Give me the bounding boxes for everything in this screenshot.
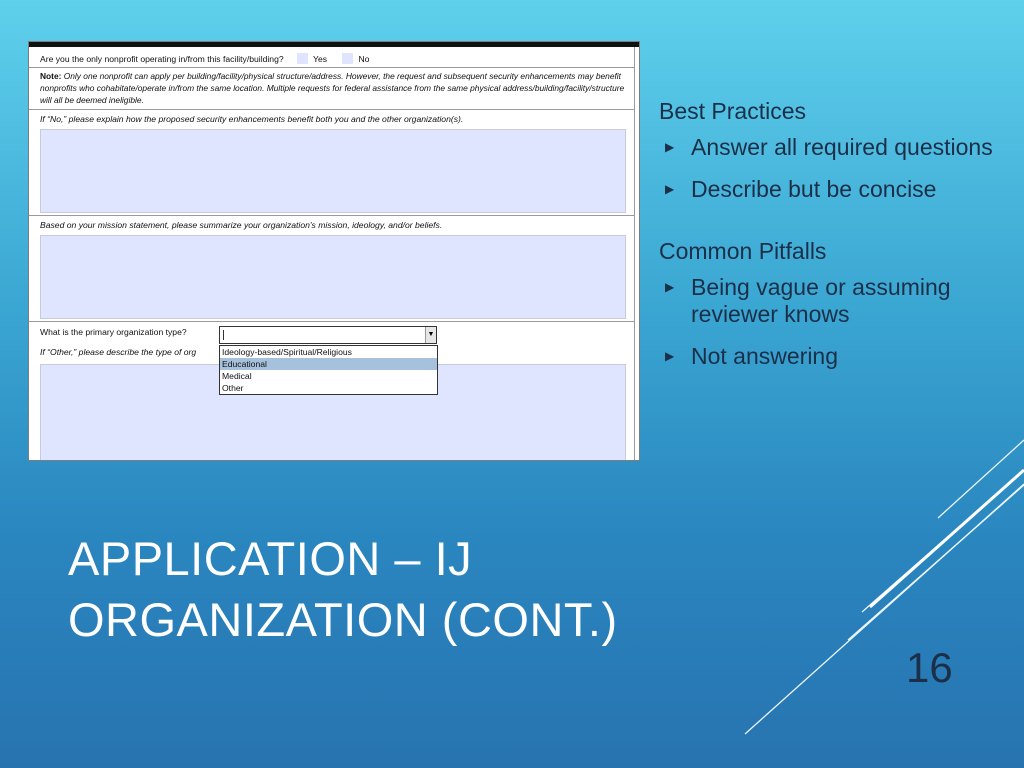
dropdown-option-selected[interactable]: Educational — [220, 358, 437, 370]
mission-textarea[interactable] — [40, 235, 626, 319]
slide-title-line-1: APPLICATION – IJ — [68, 532, 473, 585]
note-label: Note: — [40, 71, 62, 81]
text-cursor — [223, 330, 224, 340]
explain-textarea[interactable] — [40, 129, 626, 213]
triangle-bullet-icon: ▶ — [665, 140, 675, 154]
list-item-text: Not answering — [691, 343, 839, 369]
mission-question: Based on your mission statement, please summarize your organization's mission, ideology, and/or beliefs. — [40, 220, 443, 230]
list-item-text: Answer all required questions — [691, 134, 993, 160]
no-checkbox[interactable] — [342, 53, 353, 64]
list-item — [659, 343, 1009, 370]
explain-row — [29, 109, 634, 216]
dropdown-option[interactable]: Medical — [222, 371, 252, 381]
explain-question: If “No,” please explain how the proposed security enhancements benefit both you and the other organization(s). — [40, 114, 464, 124]
best-practices-list — [659, 134, 1009, 203]
common-pitfalls-list — [659, 274, 1009, 370]
list-item — [659, 274, 1009, 328]
note-text: Only one nonprofit can apply per building/facility/physical structure/address. However, the request and subsequent security enhancements may benefit nonprofits who cohabitate/operate in/from the same location. Multiple requests for federal assistance from the same physical address/building/facility/structure will all be deemed ineligible. — [40, 71, 625, 105]
list-item — [659, 176, 1009, 203]
slide-title — [68, 528, 828, 650]
triangle-bullet-icon: ▶ — [665, 349, 675, 363]
list-item-text: Being vague or assuming reviewer knows — [691, 274, 951, 327]
mission-row — [29, 215, 634, 322]
page-number: 16 — [906, 644, 953, 691]
dropdown-arrow-icon[interactable]: ▼ — [425, 327, 436, 343]
triangle-bullet-icon: ▶ — [665, 182, 675, 196]
best-practices-heading: Best Practices — [659, 98, 806, 124]
org-type-dropdown-list — [219, 345, 438, 395]
only-nonprofit-question: Are you the only nonprofit operating in/from this facility/building? — [40, 54, 284, 64]
note — [40, 70, 625, 106]
org-type-question: What is the primary organization type? — [40, 327, 187, 337]
dropdown-option[interactable]: Ideology-based/Spiritual/Religious — [222, 347, 352, 357]
common-pitfalls-heading: Common Pitfalls — [659, 238, 827, 264]
dropdown-option[interactable]: Other — [222, 383, 244, 393]
list-item-text: Describe but be concise — [691, 176, 937, 202]
yes-checkbox[interactable] — [297, 53, 308, 64]
list-item — [659, 134, 1009, 161]
deco-line-thick — [870, 470, 1024, 607]
other-type-question: If “Other,” please describe the type of org — [40, 347, 197, 357]
no-label: No — [358, 54, 370, 64]
only-nonprofit-row — [29, 47, 634, 68]
yes-label: Yes — [313, 54, 328, 64]
org-type-select[interactable] — [219, 326, 437, 344]
triangle-bullet-icon: ▶ — [665, 280, 675, 294]
application-form — [29, 47, 635, 460]
slide-title-line-2: ORGANIZATION (CONT.) — [68, 593, 618, 646]
note-row — [29, 67, 634, 110]
form-screenshot — [29, 42, 639, 460]
guidance-column — [659, 96, 1009, 385]
